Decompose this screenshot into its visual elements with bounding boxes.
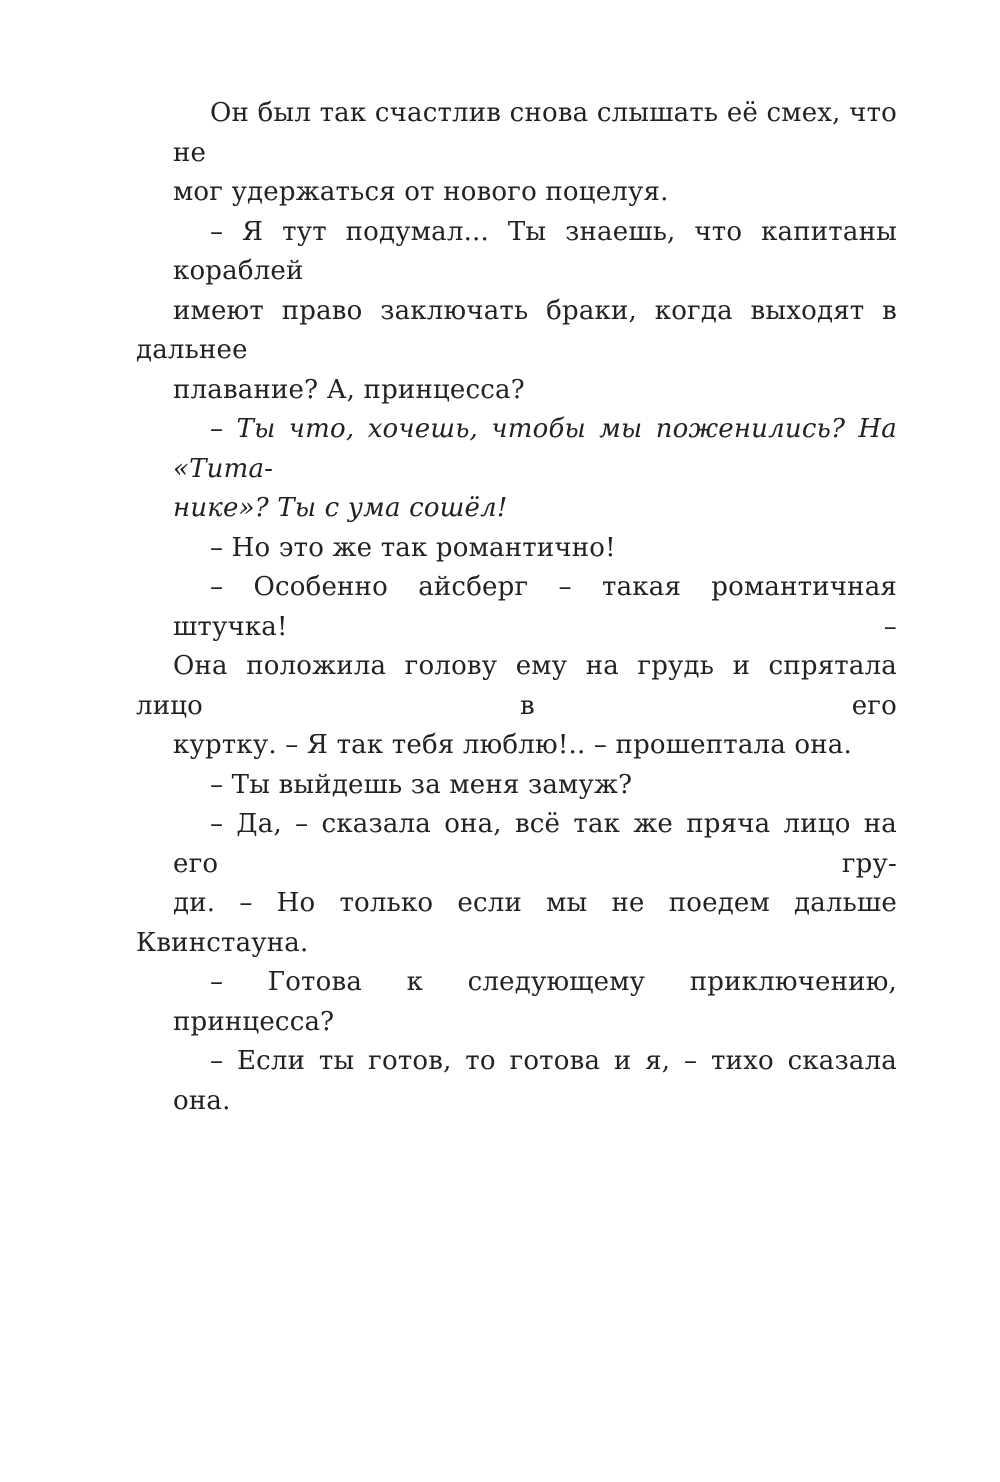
text-line: – Если ты готов, то готова и я, – тихо сказала она. <box>173 1046 897 1116</box>
paragraph <box>136 568 897 766</box>
text-line: мог удержаться от нового поцелуя. <box>173 177 669 207</box>
text-line: – Но это же так романтично! <box>210 532 616 563</box>
paragraph <box>136 963 897 1042</box>
text-line: – Да, – сказала она, всё так же пряча лицо на его гру- <box>173 809 897 879</box>
page-text <box>136 94 897 1121</box>
paragraph <box>136 1042 897 1121</box>
text-line: – Ты выйдешь за меня замуж? <box>210 769 633 800</box>
text-line: – Готова к следующему приключению, принцесса? <box>173 967 897 1037</box>
paragraph <box>136 529 897 569</box>
text-line: Она положила голову ему на грудь и спрятала лицо в его <box>136 651 897 721</box>
text-line: нике»? Ты с ума сошёл! <box>173 493 508 523</box>
paragraph <box>136 213 897 411</box>
text-line: – Особенно айсберг – такая романтичная штучка! – <box>173 572 897 642</box>
text-line: куртку. – Я так тебя люблю!.. – прошептала она. <box>173 730 852 760</box>
paragraph <box>136 805 897 963</box>
paragraph <box>136 94 897 213</box>
text-line: ди. – Но только если мы не поедем дальше Квинстауна. <box>136 888 897 958</box>
text-line: – Ты что, хочешь, чтобы мы поженились? На «Тита- <box>173 414 897 484</box>
text-line: имеют право заключать браки, когда выходят в дальнее <box>136 295 897 365</box>
paragraph <box>136 410 897 529</box>
text-line: Он был так счастлив снова слышать её смех, что не <box>173 98 897 168</box>
text-line: плавание? А, принцесса? <box>173 374 525 405</box>
text-line: – Я тут подумал... Ты знаешь, что капитаны кораблей <box>173 216 897 286</box>
paragraph <box>136 766 897 806</box>
